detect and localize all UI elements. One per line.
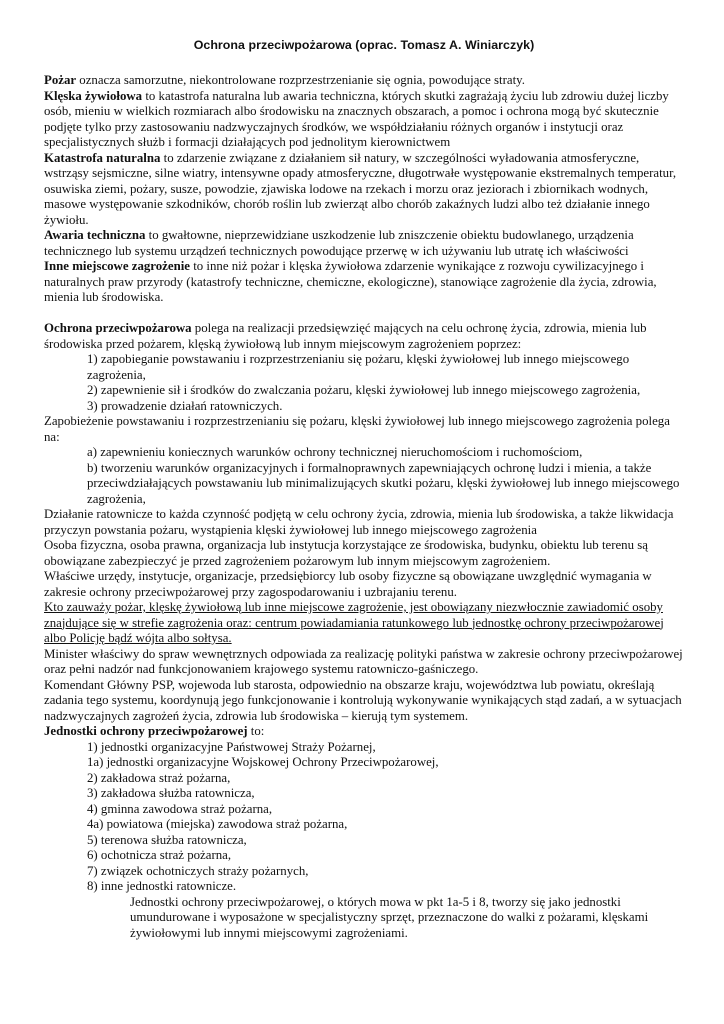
definition-pozar xyxy=(44,73,684,89)
jednostki-intro xyxy=(44,724,684,740)
definition-awaria xyxy=(44,228,684,259)
definition-term: Pożar xyxy=(44,73,77,87)
list-item: b) tworzeniu warunków organizacyjnych i formalnoprawnych zapewniających ochronę ludzi i mienia, a także przeciwdziałających powstawaniu lub minimalizujących skutki pożaru, klęski żywiołowej lub innego miejscowego zagrożenia, xyxy=(87,460,680,506)
definition-text: to inne niż pożar i klęska żywiołowa zdarzenie wynikające z rozwoju cywilizacyjnego i naturalnych praw przyrody (katastrofy techniczne, chemiczne, ekologiczne), stanowiące zagrożenie dla życia, zdrowia, mienia lub środowiska. xyxy=(44,259,657,304)
list-item: 3) prowadzenie działań ratowniczych. xyxy=(87,398,283,413)
definition-term: Awaria techniczna xyxy=(44,228,146,242)
definition-text: to gwałtowne, nieprzewidziane uszkodzenie lub zniszczenie obiektu budowlanego, urządzenia technicznego lub systemu urządzeń technicznych powodujące przerwę w ich używaniu lub utratę ich właściwości xyxy=(44,228,634,258)
paragraph-wlasciwe-urzedy: Właściwe urzędy, instytucje, organizacje, przedsiębiorcy lub osoby fizyczne są obowiązane uwzględnić wymagania w zakresie ochrony przeciwpożarowej przy zagospodarowaniu i uzbrajaniu terenu. xyxy=(44,569,652,599)
document-title: Ochrona przeciwpożarowa (oprac. Tomasz A. Winiarczyk) xyxy=(193,38,535,52)
list-item: 1a) jednostki organizacyjne Wojskowej Ochrony Przeciwpożarowej, xyxy=(87,755,439,769)
list-item: 4) gminna zawodowa straż pożarna, xyxy=(87,801,273,816)
definition-kleska xyxy=(44,89,684,151)
jednostki-suffix: to: xyxy=(247,724,265,738)
paragraph-dzialanie-ratownicze: Działanie ratownicze to każda czynność podjętą w celu ochrony życia, zdrowia, mienia lub środowiska, a także likwidacja przyczyn powstania pożaru, wystąpienia klęski żywiołowej lub innego miejscowego zagrożenia xyxy=(44,507,674,537)
definition-text: to katastrofa naturalna lub awaria techniczna, których skutki zagrażają życiu lub zdrowiu dużej liczby osób, mieniu w wielkich rozmiarach albo środowisku na znacznych obszarach, a pomoc i ochrona mogą być skutecznie podjęte tylko przy zastosowaniu nadzwyczajnych środków, we współdziałaniu różnych organów i instytucji oraz specjalistycznych służb i formacji działających pod jednolitym kierownictwem xyxy=(44,88,669,149)
ochrona-term: Ochrona przeciwpożarowa xyxy=(44,321,192,335)
list-item: a) zapewnieniu koniecznych warunków ochrony technicznej nieruchomościom i ruchomościom, xyxy=(87,445,583,459)
ochrona-text: polega na realizacji przedsięwzięć mających na celu ochronę życia, zdrowia, mienia lub środowiska przed pożarem, klęską żywiołową lub innym miejscowym zagrożeniem poprzez: xyxy=(44,321,647,351)
definition-term: Klęska żywiołowa xyxy=(44,88,143,103)
list-item: 4a) powiatowa (miejska) zawodowa straż pożarna, xyxy=(87,817,348,831)
definition-text: oznacza samorzutne, niekontrolowane rozprzestrzenianie się ognia, powodujące straty. xyxy=(76,73,525,87)
paragraph-gap xyxy=(44,306,684,322)
paragraph-komendant: Komendant Główny PSP, wojewoda lub starosta, odpowiednio na obszarze kraju, województwa lub powiatu, określają zadania tego systemu, koordynują jego funkcjonowanie i kontrolują wykonywanie wynikających stąd zadań, a w sytuacjach nadzwyczajnych zagrożeń życia, zdrowia lub środowiska – kierują tym systemem. xyxy=(44,677,682,723)
jednostki-list xyxy=(44,740,684,895)
list-item: 3) zakładowa służba ratownicza, xyxy=(87,786,255,800)
list-item: 2) zapewnienie sił i środków do zwalczania pożaru, klęski żywiołowej lub innego miejscowego zagrożenia, xyxy=(87,383,641,397)
definition-text: to zdarzenie związane z działaniem sił natury, w szczególności wyładowania atmosferyczne, wstrząsy sejsmiczne, silne wiatry, intensywne opady atmosferyczne, długotrwałe występowanie ekstremalnych temperatur, osuwiska ziemi, pożary, susze, powodzie, zjawiska lodowe na rzekach i morzu oraz jeziorach i zbiornikach wodnych, masowe występowanie szkodników, chorób roślin lub zwierząt albo chorób zakaźnych ludzi albo też działanie innego żywiołu. xyxy=(44,150,677,227)
paragraph-osoba-fizyczna: Osoba fizyczna, osoba prawna, organizacja lub instytucja korzystające ze środowiska, budynku, obiektu lub terenu są obowiązane zabezpieczyć je przed zagrożeniem pożarowym lub innym miejscowym zagrożeniem. xyxy=(44,538,648,568)
list-item: 6) ochotnicza straż pożarna, xyxy=(87,848,232,862)
list-item: 8) inne jednostki ratownicze. xyxy=(87,879,237,893)
paragraph-obowiazek-zawiadomienia: Kto zauważy pożar, klęskę żywiołową lub inne miejscowe zagrożenie, jest obowiązany niezwłocznie zawiadomić osoby znajdujące się w strefie zagrożenia oraz: centrum powiadamiania ratunkowego lub jednostkę ochrony przeciwpożarowej albo Policję bądź wójta albo sołtysa. xyxy=(44,600,664,645)
ochrona-intro xyxy=(44,321,684,352)
paragraph-minister: Minister właściwy do spraw wewnętrznych odpowiada za realizację polityki państwa w zakresie ochrony przeciwpożarowej oraz pełni nadzór nad funkcjonowaniem krajowego systemu ratowniczo-gaśniczego. xyxy=(44,646,683,676)
list-item: 7) związek ochotniczych straży pożarnych, xyxy=(87,863,309,878)
document-body xyxy=(44,73,684,941)
zapobieganie-list xyxy=(44,445,684,507)
list-item: 1) zapobieganie powstawaniu i rozprzestrzenianiu się pożaru, klęski żywiołowej lub innego miejscowego zagrożenia, xyxy=(87,352,630,382)
definition-term: Katastrofa naturalna xyxy=(44,150,161,165)
list-item: 2) zakładowa straż pożarna, xyxy=(87,770,231,785)
list-item: 1) jednostki organizacyjne Państwowej Straży Pożarnej, xyxy=(87,739,376,754)
definition-inne-zagrozenie xyxy=(44,259,684,306)
definition-katastrofa xyxy=(44,151,684,229)
list-item: 5) terenowa służba ratownicza, xyxy=(87,832,247,847)
zapobieganie-intro: Zapobieżenie powstawaniu i rozprzestrzenianiu się pożaru, klęski żywiołowej lub innego miejscowego zagrożenia polega na: xyxy=(44,414,670,444)
definition-term: Inne miejscowe zagrożenie xyxy=(44,259,190,273)
ochrona-list xyxy=(44,352,684,414)
jednostki-term: Jednostki ochrony przeciwpożarowej xyxy=(44,724,248,738)
jednostki-closing: Jednostki ochrony przeciwpożarowej, o których mowa w pkt 1a-5 i 8, tworzy się jako jednostki umundurowane i wyposażone w specjalistyczny sprzęt, przeznaczone do walki z pożarami, klęskami żywiołowymi lub innymi miejscowymi zagrożeniami. xyxy=(130,894,649,940)
